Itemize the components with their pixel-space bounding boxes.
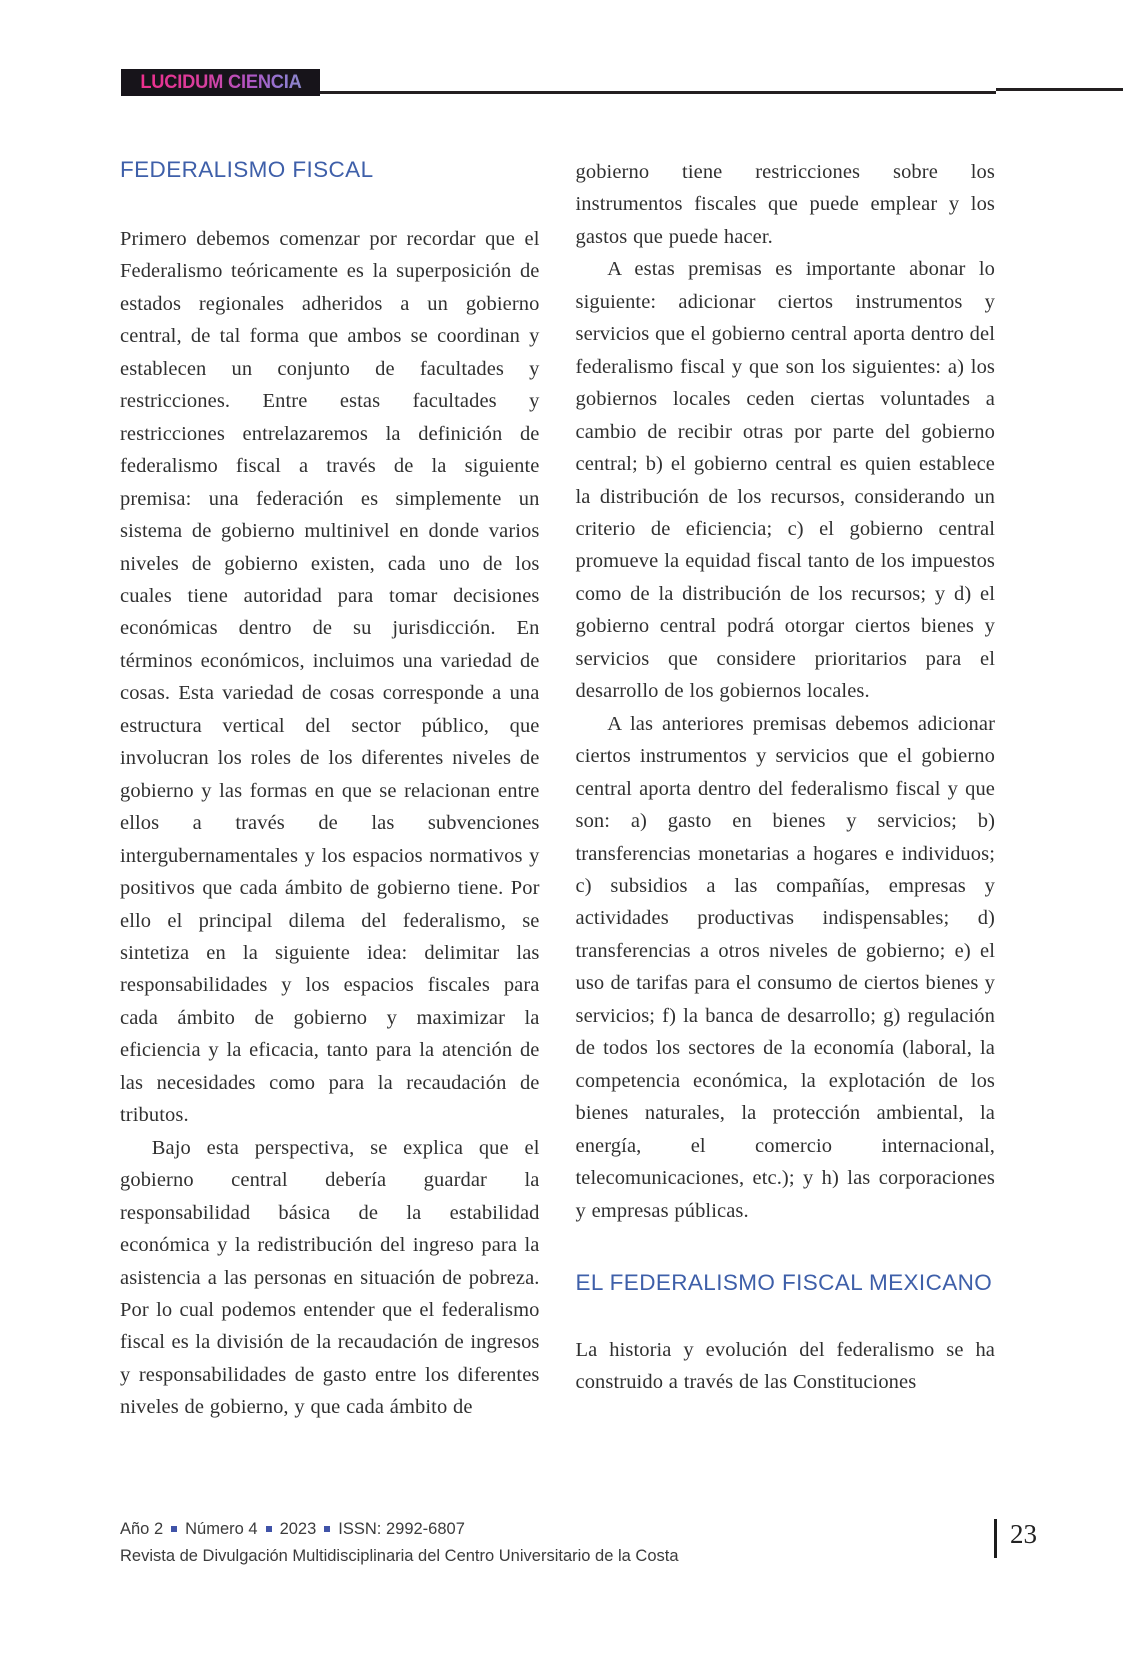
masthead-logo-box	[121, 69, 320, 96]
footer-meta-year: Año 2	[120, 1520, 164, 1538]
separator-square-icon	[266, 1526, 272, 1532]
masthead-rule-outer	[996, 88, 1123, 91]
paragraph: Primero debemos comenzar por recordar que el Federalismo teóricamente es la superposición de estados regionales adheridos a un gobierno central, de tal forma que ambos se coordinan y establecen un conjunto de facultades y restricciones. Entre estas facultades y restricciones entrelazaremos la definición de federalismo fiscal a través de la siguiente premisa: una federación es simplemente un sistema de gobierno multinivel en donde varios niveles de gobierno existen, cada uno de los cuales tiene autoridad para tomar decisiones económicas dentro de su jurisdicción. En términos económicos, incluimos una variedad de cosas. Esta variedad de cosas corresponde a una estructura vertical del sector público, que involucran los roles de los diferentes niveles de gobierno y las formas en que se relacionan entre ellos a través de las subvenciones intergubernamentales y los espacios normativos y positivos que cada ámbito de gobierno tiene. Por ello el principal dilema del federalismo, se sintetiza en la siguiente idea: delimitar las responsabilidades y los espacios fiscales para cada ámbito de gobierno y maximizar la eficiencia y la eficacia, tanto para la atención de las necesidades como para la recaudación de tributos.	[120, 228, 540, 1127]
footer-meta-number: Número 4	[185, 1520, 258, 1538]
masthead-logo-text: LUCIDUM CIENCIA	[139, 71, 302, 93]
article-body	[120, 156, 995, 1424]
masthead-rule	[320, 91, 996, 94]
section-heading: FEDERALISMO FISCAL	[120, 157, 374, 182]
paragraph: gobierno tiene restricciones sobre los instrumentos fiscales que puede emplear y los gastos que puede hacer.	[575, 161, 995, 248]
page-footer	[120, 1516, 679, 1570]
separator-square-icon	[171, 1526, 177, 1532]
paragraph: A estas premisas es importante abonar lo siguiente: adicionar ciertos instrumentos y servicios que el gobierno central aporta dentro del federalismo fiscal y que son los siguientes: a) los gobiernos locales ceden ciertas voluntades a cambio de recibir otras por parte del gobierno central; b) el gobierno central es quien establece la distribución de los recursos, considerando un criterio de eficiencia; c) el gobierno central promueve la equidad fiscal tanto de los impuestos como de la distribución de los recursos; y d) el gobierno central podrá otorgar ciertos bienes y servicios que considere prioritarios para el desarrollo de los gobiernos locales.	[575, 258, 995, 703]
separator-square-icon	[324, 1526, 330, 1532]
paragraph: La historia y evolución del federalismo se ha construido a través de las Constituciones	[575, 1338, 995, 1394]
subsection-heading: EL FEDERALISMO FISCAL MEXICANO	[575, 1269, 993, 1295]
footer-journal-name: Revista de Divulgación Multidisciplinaria del Centro Universitario de la Costa	[120, 1547, 679, 1565]
column-left	[120, 156, 540, 1424]
column-right	[576, 156, 996, 1424]
page-number: 23	[1010, 1519, 1037, 1549]
paragraph: Bajo esta perspectiva, se explica que el gobierno central debería guardar la responsabilidad básica de la estabilidad económica y la redistribución del ingreso para la asistencia a las personas en situación de pobreza. Por lo cual podemos entender que el federalismo fiscal es la división de la recaudación de ingresos y responsabilidades de gasto entre los diferentes niveles de gobierno, y que cada ámbito de	[120, 1136, 540, 1419]
paragraph: A las anteriores premisas debemos adicionar ciertos instrumentos y servicios que el gobierno central aporta dentro del federalismo fiscal y que son: a) gasto en bienes y servicios; b) transferencias monetarias a hogares e individuos; c) subsidios a las compañías, empresas y actividades productivas indispensables; d) transferencias a otros niveles de gobierno; e) el uso de tarifas para el consumo de ciertos bienes y servicios; f) la banca de desarrollo; g) regulación de todos los sectores de la economía (laboral, la competencia económica, la explotación de los bienes naturales, la protección ambiental, la energía, el comercio internacional, telecomunicaciones, etc.); y h) las corporaciones y empresas públicas.	[575, 712, 995, 1222]
footer-meta	[120, 1516, 679, 1543]
footer-meta-date: 2023	[279, 1520, 317, 1538]
footer-meta-issn: ISSN: 2992-6807	[338, 1520, 465, 1538]
page-number-bar	[994, 1519, 997, 1558]
